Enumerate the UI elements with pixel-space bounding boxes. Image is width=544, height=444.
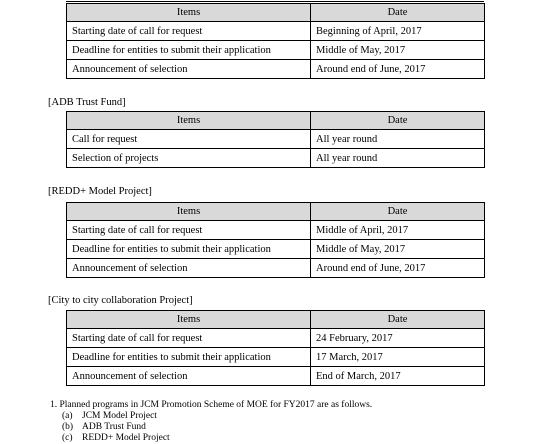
footnote-marker: (c) (62, 433, 73, 443)
table-row (67, 221, 485, 240)
item-cell: Announcement of selection (67, 60, 311, 79)
item-cell: Deadline for entities to submit their application (67, 41, 311, 60)
date-cell: Around end of June, 2017 (311, 60, 485, 79)
footnote-text: ADB Trust Fund (82, 422, 146, 432)
date-cell: All year round (311, 130, 485, 149)
table-header-row (67, 112, 485, 130)
footnote-marker: (b) (62, 422, 74, 432)
table-header-row (67, 311, 485, 329)
date-cell: End of March, 2017 (311, 367, 485, 386)
item-cell: Announcement of selection (67, 367, 311, 386)
footnote-marker: (a) (62, 411, 73, 421)
adb-trust-fund-label: [ADB Trust Fund] (48, 97, 126, 108)
footnote-item (50, 411, 372, 422)
items-header: Items (67, 4, 311, 22)
table-row (67, 348, 485, 367)
date-cell: Middle of April, 2017 (311, 221, 485, 240)
item-cell: Starting date of call for request (67, 221, 311, 240)
date-cell: Beginning of April, 2017 (311, 22, 485, 41)
city-to-city-schedule-table (66, 310, 485, 386)
table-header-row (67, 203, 485, 221)
table-row (67, 149, 485, 168)
redd-model-project-label: [REDD+ Model Project] (48, 186, 152, 197)
item-cell: Starting date of call for request (67, 22, 311, 41)
date-cell: Around end of June, 2017 (311, 259, 485, 278)
items-header: Items (67, 203, 311, 221)
table-row (67, 130, 485, 149)
footnotes (50, 400, 372, 444)
date-header: Date (311, 4, 485, 22)
footnote-text: REDD+ Model Project (82, 433, 170, 443)
footnote-item (50, 422, 372, 433)
table-row (67, 367, 485, 386)
city-to-city-project-label: [City to city collaboration Project] (48, 295, 193, 306)
footnote-text: JCM Model Project (82, 411, 157, 421)
item-cell: Deadline for entities to submit their application (67, 240, 311, 259)
table-row (67, 60, 485, 79)
date-cell: Middle of May, 2017 (311, 240, 485, 259)
date-cell: 24 February, 2017 (311, 329, 485, 348)
footnote-item (50, 433, 372, 444)
item-cell: Deadline for entities to submit their application (67, 348, 311, 367)
table-row (67, 41, 485, 60)
table-row (67, 240, 485, 259)
item-cell: Selection of projects (67, 149, 311, 168)
date-cell: Middle of May, 2017 (311, 41, 485, 60)
table-row (67, 329, 485, 348)
item-cell: Announcement of selection (67, 259, 311, 278)
footnote-intro: 1. Planned programs in JCM Promotion Scheme of MOE for FY2017 are as follows. (50, 400, 373, 410)
item-cell: Starting date of call for request (67, 329, 311, 348)
adb-trust-fund-schedule-table (66, 111, 485, 168)
date-header: Date (311, 203, 485, 221)
item-cell: Call for request (67, 130, 311, 149)
table-row (67, 22, 485, 41)
date-header: Date (311, 311, 485, 329)
date-cell: 17 March, 2017 (311, 348, 485, 367)
table-row (67, 259, 485, 278)
items-header: Items (67, 311, 311, 329)
date-cell: All year round (311, 149, 485, 168)
table-header-row (67, 4, 485, 22)
redd-model-schedule-table (66, 202, 485, 278)
items-header: Items (67, 112, 311, 130)
jcm-model-schedule-table (66, 3, 485, 79)
date-header: Date (311, 112, 485, 130)
